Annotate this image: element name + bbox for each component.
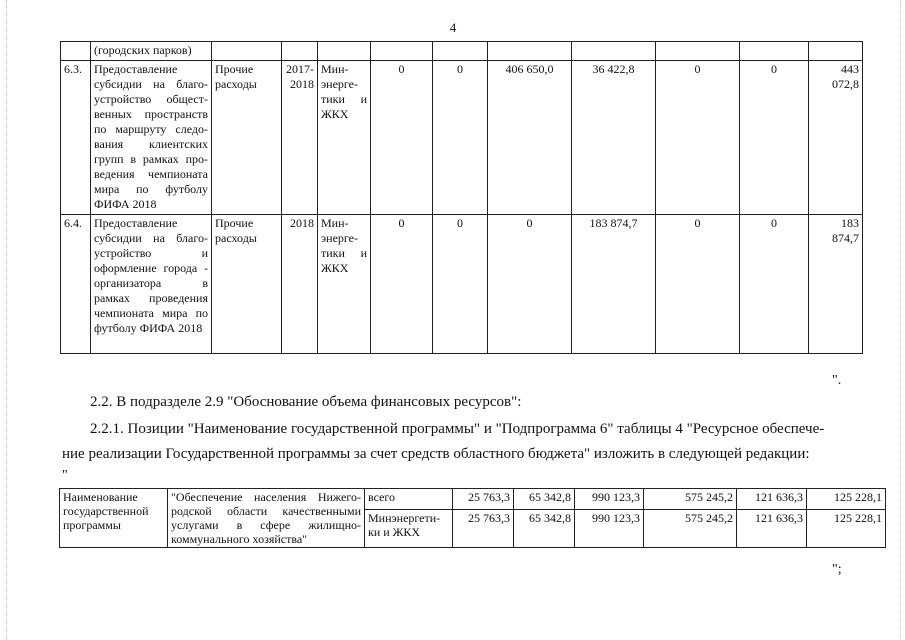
- value-cell: 575 245,2: [644, 489, 737, 510]
- page-edge-left: [6, 0, 7, 640]
- value-cell: 121 636,3: [737, 509, 807, 547]
- value-cell: 65 342,8: [514, 509, 575, 547]
- executor: Мин-энерге-тики и ЖКХ: [318, 61, 371, 215]
- value-cell: 125 228,1: [807, 509, 886, 547]
- value-cell: 990 123,3: [575, 489, 644, 510]
- table-row: [61, 215, 863, 354]
- value-cell: 0: [433, 61, 488, 215]
- value-cell: 0: [656, 215, 740, 354]
- resource-table: [59, 488, 886, 548]
- value-cell: 36 422,8: [572, 61, 656, 215]
- table-row: [61, 61, 863, 215]
- years: 2018: [282, 215, 318, 354]
- total-cell: 443 072,8: [809, 61, 863, 215]
- table1-close-quote: ".: [832, 373, 842, 388]
- value-cell: 0: [740, 215, 809, 354]
- value-cell: 25 763,3: [453, 509, 514, 547]
- table2-close-quote: ";: [832, 562, 842, 577]
- total-cell: 183 874,7: [809, 215, 863, 354]
- program-name: "Обеспечение населения Нижего-родской области качественными услугами в сфере жилищно-коммунального хозяйства": [168, 489, 365, 548]
- measure-name: Предоставление субсидии на благо-устройство и оформление города - организатора в рамках проведения чемпионата мира по футболу ФИФА 2018: [91, 215, 212, 354]
- value-cell: 121 636,3: [737, 489, 807, 510]
- continued-cell: (городских парков): [91, 42, 212, 61]
- page-number: 4: [449, 20, 457, 35]
- table-row: [60, 489, 886, 510]
- program-label: Наименование государственной программы: [60, 489, 168, 548]
- paragraph-2-2-1-line2: ние реализации Государственной программы за счет средств областного бюджета" изложить в следующей редакции:: [62, 446, 810, 462]
- page-edge-right: [900, 0, 901, 640]
- value-cell: 406 650,0: [488, 61, 572, 215]
- value-cell: 575 245,2: [644, 509, 737, 547]
- value-cell: 65 342,8: [514, 489, 575, 510]
- table-row: [61, 42, 863, 61]
- value-cell: 0: [371, 61, 433, 215]
- value-cell: 25 763,3: [453, 489, 514, 510]
- value-cell: 0: [740, 61, 809, 215]
- value-cell: 0: [488, 215, 572, 354]
- source-cell: Минэнергети-ки и ЖКХ: [365, 509, 453, 547]
- value-cell: 990 123,3: [575, 509, 644, 547]
- executor: Мин-энерге-тики и ЖКХ: [318, 215, 371, 354]
- program-measures-table: [60, 41, 863, 354]
- expense-type: Прочие расходы: [212, 61, 282, 215]
- row-number: 6.3.: [61, 61, 91, 215]
- paragraph-2-2-1-line1: 2.2.1. Позиции "Наименование государственной программы" и "Подпрограмма 6" таблицы 4 "Ресурсное обеспече-: [90, 421, 825, 437]
- expense-type: Прочие расходы: [212, 215, 282, 354]
- years: 2017-2018: [282, 61, 318, 215]
- value-cell: 0: [371, 215, 433, 354]
- paragraph-2-2: 2.2. В подразделе 2.9 "Обоснование объема финансовых ресурсов":: [90, 394, 522, 410]
- measure-name: Предоставление субсидии на благо-устройство общест-венных пространств по маршруту следо-вания клиентских групп в рамках про-ведения чемпионата мира по футболу ФИФА 2018: [91, 61, 212, 215]
- value-cell: 0: [656, 61, 740, 215]
- row-number: 6.4.: [61, 215, 91, 354]
- table2-open-quote: ": [62, 468, 68, 483]
- value-cell: 183 874,7: [572, 215, 656, 354]
- source-cell: всего: [365, 489, 453, 510]
- value-cell: 0: [433, 215, 488, 354]
- value-cell: 125 228,1: [807, 489, 886, 510]
